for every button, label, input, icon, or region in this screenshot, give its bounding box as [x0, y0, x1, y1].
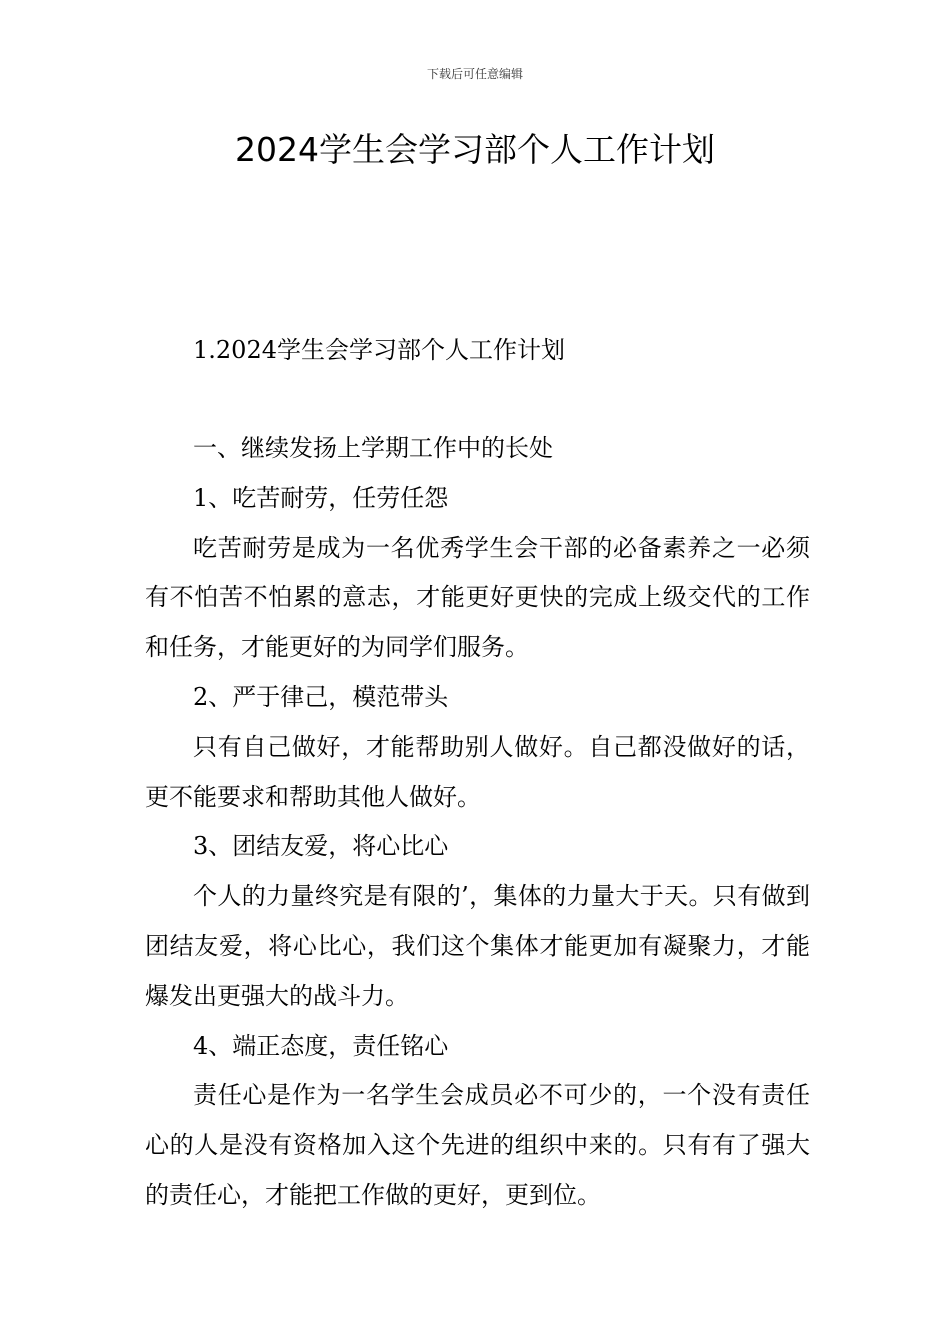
document-body: [145, 424, 810, 1221]
item-heading: 4、端正态度，责任铭心: [193, 1031, 449, 1060]
paragraph: 吃苦耐劳是成为一名优秀学生会干部的必备素养之一必须有不怕苦不怕累的意志，才能更好更快的完成上级交代的工作和任务，才能更好的为同学们服务。: [145, 533, 810, 662]
item-heading: 2、严于律己，模范带头: [193, 682, 449, 711]
section-heading: 一、继续发扬上学期工作中的长处: [193, 434, 553, 462]
header-note: 下载后可任意编辑: [426, 67, 523, 81]
paragraph: 责任心是作为一名学生会成员必不可少的，一个没有责任心的人是没有资格加入这个先进的组织中来的。只有有了强大的责任心，才能把工作做的更好，更到位。: [145, 1081, 810, 1209]
item-heading: 1、吃苦耐劳，任劳任怨: [193, 483, 449, 512]
section-subtitle: 1.2024学生会学习部个人工作计划: [193, 336, 565, 364]
paragraph: 个人的力量终究是有限的’，集体的力量大于天。只有做到团结友爱，将心比心，我们这个集体才能更加有凝聚力，才能爆发出更强大的战斗力。: [145, 882, 810, 1010]
paragraph: 只有自己做好，才能帮助别人做好。自己都没做好的话，更不能要求和帮助其他人做好。: [145, 732, 810, 811]
item-heading: 3、团结友爱，将心比心: [193, 832, 449, 861]
document-title: 2024学生会学习部个人工作计划: [235, 130, 715, 169]
